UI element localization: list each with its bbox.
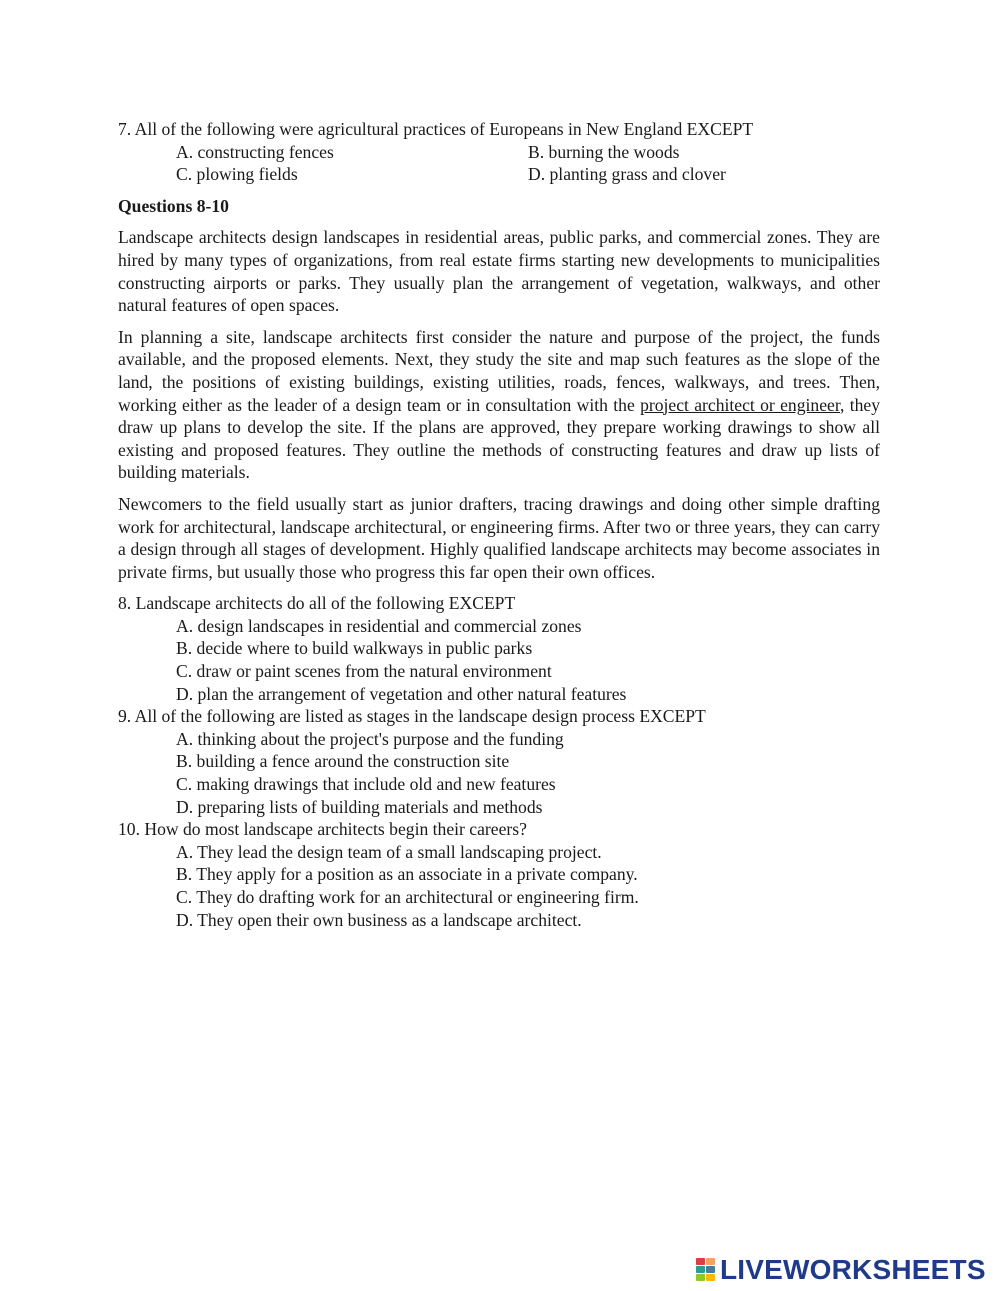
question-8-option-c[interactable]: C. draw or paint scenes from the natural environment [176,661,552,682]
question-10-option-b[interactable]: B. They apply for a position as an associate in a private company. [176,864,638,885]
question-9-option-a[interactable]: A. thinking about the project's purpose and the funding [176,728,564,749]
question-10-option-d[interactable]: D. They open their own business as a landscape architect. [176,909,582,930]
question-9-option-b[interactable]: B. building a fence around the construction site [176,751,510,772]
question-8-option-a[interactable]: A. design landscapes in residential and commercial zones [176,615,582,636]
section-heading: Questions 8-10 [118,195,229,216]
logo-block [696,1266,705,1273]
question-8 [118,592,880,705]
passage-paragraph-1: Landscape architects design landscapes in residential areas, public parks, and commercial zones. They are hired by many types of organizations, from real estate firms starting new developments to municipalities constructing airports or parks. They usually plan the arrangement of vegetation, walkways, and other natural features of open spaces. [118,227,880,316]
question-9-option-c[interactable]: C. making drawings that include old and new features [176,774,556,795]
question-7-option-d[interactable]: D. planting grass and clover [528,164,726,185]
question-7-option-c[interactable]: C. plowing fields [176,164,298,185]
passage-paragraph-2-text-b: , they draw up plans to develop the site. If the plans are approved, they prepare working drawings to show all existing and proposed features. They outline the methods of constructing features and draw up lists of building materials. [118,394,880,483]
question-10-stem: 10. How do most landscape architects begin their careers? [118,819,527,840]
logo-block [696,1258,705,1265]
logo-block [706,1274,715,1281]
logo-block [706,1258,715,1265]
logo-blocks-icon [696,1258,716,1282]
liveworksheets-logo [696,1255,986,1285]
worksheet-page [118,118,880,931]
question-10-option-c[interactable]: C. They do drafting work for an architectural or engineering firm. [176,887,639,907]
question-9-stem: 9. All of the following are listed as stages in the landscape design process EXCEPT [118,706,706,727]
question-8-option-d[interactable]: D. plan the arrangement of vegetation and other natural features [176,683,627,704]
question-7-options [176,141,880,186]
question-9-option-d[interactable]: D. preparing lists of building materials and methods [176,796,543,817]
passage-paragraph-3: Newcomers to the field usually start as junior drafters, tracing drawings and doing other simple drafting work for architectural, landscape architectural, or engineering firms. After two or three years, they can carry a design through all stages of development. Highly qualified landscape architects may become associates in private firms, but usually those who progress this far open their own offices. [118,493,880,582]
passage-paragraph-2-text-a: In planning a site, landscape architects first consider the nature and purpose of the project, the funds available, and the proposed elements. Next, they study the site and map such features as the slope of the land, the positions of existing buildings, existing utilities, roads, fences, walkways, and trees. Then, working either as the leader of a design team or in consultation with the [118,326,880,415]
question-10 [118,818,880,931]
underlined-phrase: project architect or engineer [640,394,840,415]
logo-block [706,1266,715,1273]
question-7-option-b[interactable]: B. burning the woods [528,141,680,162]
passage-paragraph-2 [118,326,880,484]
question-8-option-b[interactable]: B. decide where to build walkways in public parks [176,638,533,659]
question-8-stem: 8. Landscape architects do all of the following EXCEPT [118,593,516,614]
question-9 [118,705,880,818]
logo-text: LIVEWORKSHEETS [720,1254,986,1285]
question-7-option-a[interactable]: A. constructing fences [176,141,334,162]
question-10-option-a[interactable]: A. They lead the design team of a small landscaping project. [176,841,602,862]
question-7 [118,118,880,186]
logo-block [696,1274,705,1281]
question-7-stem: 7. All of the following were agricultural practices of Europeans in New England EXCEPT [118,119,754,139]
